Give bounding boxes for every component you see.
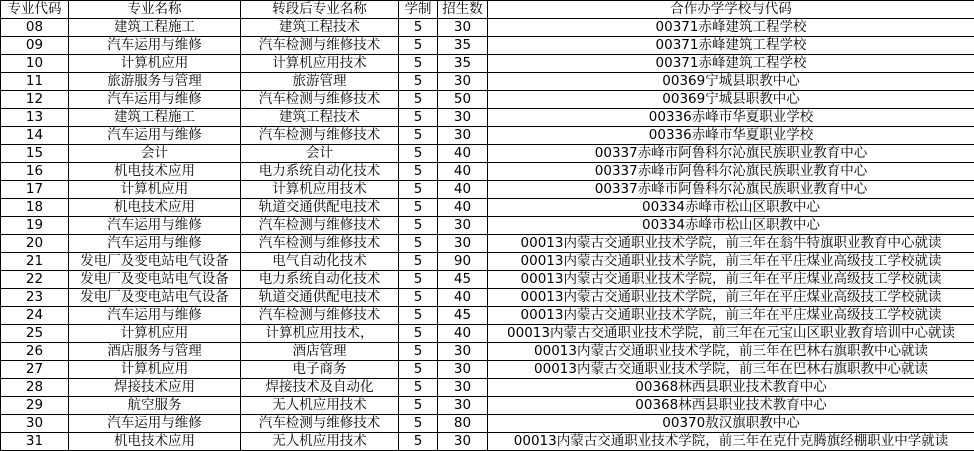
col-header-post-transfer-major: 转段后专业名称 — [241, 1, 399, 19]
cell-partner-school: 00337赤峰市阿鲁科尔沁旗民族职业教育中心 — [488, 163, 974, 181]
table-row — [1, 433, 974, 451]
cell-major-name: 旅游服务与管理 — [69, 73, 241, 91]
cell-years: 5 — [399, 397, 438, 415]
cell-major-name: 机电技术应用 — [69, 199, 241, 217]
cell-years: 5 — [399, 109, 438, 127]
cell-major-name: 机电技术应用 — [69, 433, 241, 451]
cell-partner-school: 00013内蒙古交通职业技术学院，前三年在平庄煤业高级技工学校就读 — [488, 271, 974, 289]
cell-years: 5 — [399, 271, 438, 289]
table-row — [1, 379, 974, 397]
table-body — [1, 19, 974, 451]
cell-major-code: 23 — [1, 289, 69, 307]
cell-major-name: 汽车运用与维修 — [69, 91, 241, 109]
cell-years: 5 — [399, 37, 438, 55]
cell-post-transfer-major: 轨道交通供配电技术 — [241, 289, 399, 307]
cell-partner-school: 00013内蒙古交通职业技术学院，前三年在巴林右旗职教中心就读 — [488, 343, 974, 361]
cell-post-transfer-major: 轨道交通供配电技术 — [241, 199, 399, 217]
table-row — [1, 37, 974, 55]
cell-partner-school: 00337赤峰市阿鲁科尔沁旗民族职业教育中心 — [488, 181, 974, 199]
cell-post-transfer-major: 计算机应用技术 — [241, 55, 399, 73]
cell-enrollment: 30 — [438, 343, 488, 361]
cell-major-name: 计算机应用 — [69, 325, 241, 343]
cell-major-code: 25 — [1, 325, 69, 343]
cell-enrollment: 30 — [438, 235, 488, 253]
table-row — [1, 289, 974, 307]
table-row — [1, 145, 974, 163]
cell-partner-school: 00368林西县职业技术教育中心 — [488, 397, 974, 415]
table-row — [1, 397, 974, 415]
cell-enrollment: 35 — [438, 55, 488, 73]
cell-major-name: 发电厂及变电站电气设备 — [69, 271, 241, 289]
cell-major-name: 汽车运用与维修 — [69, 235, 241, 253]
col-header-partner-school: 合作办学学校与代码 — [488, 1, 974, 19]
cell-enrollment: 40 — [438, 163, 488, 181]
cell-major-code: 09 — [1, 37, 69, 55]
cell-partner-school: 00334赤峰市松山区职教中心 — [488, 217, 974, 235]
cell-major-code: 19 — [1, 217, 69, 235]
cell-post-transfer-major: 会计 — [241, 145, 399, 163]
cell-major-name: 建筑工程施工 — [69, 109, 241, 127]
table-row — [1, 181, 974, 199]
cell-enrollment: 30 — [438, 361, 488, 379]
cell-major-name: 汽车运用与维修 — [69, 307, 241, 325]
cell-major-code: 18 — [1, 199, 69, 217]
cell-major-code: 21 — [1, 253, 69, 271]
cell-years: 5 — [399, 217, 438, 235]
cell-years: 5 — [399, 361, 438, 379]
cell-enrollment: 45 — [438, 307, 488, 325]
cell-major-code: 27 — [1, 361, 69, 379]
cell-post-transfer-major: 建筑工程技术 — [241, 19, 399, 37]
cell-partner-school: 00371赤峰建筑工程学校 — [488, 37, 974, 55]
table-row — [1, 415, 974, 433]
cell-major-code: 29 — [1, 397, 69, 415]
cell-years: 5 — [399, 199, 438, 217]
cell-enrollment: 30 — [438, 217, 488, 235]
cell-post-transfer-major: 旅游管理 — [241, 73, 399, 91]
cell-years: 5 — [399, 91, 438, 109]
cell-enrollment: 40 — [438, 199, 488, 217]
cell-major-name: 焊接技术应用 — [69, 379, 241, 397]
cell-major-code: 16 — [1, 163, 69, 181]
cell-major-name: 汽车运用与维修 — [69, 127, 241, 145]
cell-partner-school: 00013内蒙古交通职业技术学院，前三年在克什克腾旗经棚职业中学就读 — [488, 433, 974, 451]
col-header-major-name: 专业名称 — [69, 1, 241, 19]
cell-years: 5 — [399, 19, 438, 37]
cell-partner-school: 00371赤峰建筑工程学校 — [488, 19, 974, 37]
cell-major-code: 30 — [1, 415, 69, 433]
cell-major-code: 28 — [1, 379, 69, 397]
table-row — [1, 253, 974, 271]
table-row — [1, 361, 974, 379]
cell-years: 5 — [399, 181, 438, 199]
cell-years: 5 — [399, 253, 438, 271]
cell-years: 5 — [399, 433, 438, 451]
cell-major-name: 航空服务 — [69, 397, 241, 415]
cell-major-code: 22 — [1, 271, 69, 289]
col-header-enrollment: 招生数 — [438, 1, 488, 19]
cell-partner-school: 00013内蒙古交通职业技术学院，前三年在元宝山区职业教育培训中心就读 — [488, 325, 974, 343]
table-row — [1, 91, 974, 109]
cell-partner-school: 00369宁城县职教中心 — [488, 73, 974, 91]
cell-major-code: 24 — [1, 307, 69, 325]
cell-enrollment: 30 — [438, 397, 488, 415]
cell-major-name: 酒店服务与管理 — [69, 343, 241, 361]
cell-post-transfer-major: 汽车检测与维修技术 — [241, 217, 399, 235]
table-row — [1, 55, 974, 73]
cell-post-transfer-major: 汽车检测与维修技术 — [241, 127, 399, 145]
table-row — [1, 19, 974, 37]
cell-post-transfer-major: 建筑工程技术 — [241, 109, 399, 127]
cell-major-name: 计算机应用 — [69, 181, 241, 199]
cell-years: 5 — [399, 325, 438, 343]
cell-enrollment: 40 — [438, 145, 488, 163]
cell-enrollment: 40 — [438, 181, 488, 199]
cell-post-transfer-major: 汽车检测与维修技术 — [241, 415, 399, 433]
cell-major-name: 汽车运用与维修 — [69, 37, 241, 55]
cell-partner-school: 00369宁城县职教中心 — [488, 91, 974, 109]
cell-major-name: 会计 — [69, 145, 241, 163]
table-row — [1, 235, 974, 253]
cell-major-code: 10 — [1, 55, 69, 73]
cell-major-name: 汽车运用与维修 — [69, 415, 241, 433]
table-row — [1, 73, 974, 91]
cell-years: 5 — [399, 235, 438, 253]
cell-enrollment: 30 — [438, 19, 488, 37]
cell-post-transfer-major: 计算机应用技术 — [241, 181, 399, 199]
cell-partner-school: 00013内蒙古交通职业技术学院，前三年在翁牛特旗职业教育中心就读 — [488, 235, 974, 253]
cell-partner-school: 00336赤峰市华夏职业学校 — [488, 109, 974, 127]
cell-major-name: 计算机应用 — [69, 361, 241, 379]
cell-major-code: 11 — [1, 73, 69, 91]
table-row — [1, 109, 974, 127]
cell-post-transfer-major: 汽车检测与维修技术 — [241, 307, 399, 325]
cell-major-name: 建筑工程施工 — [69, 19, 241, 37]
cell-enrollment: 80 — [438, 415, 488, 433]
cell-partner-school: 00334赤峰市松山区职教中心 — [488, 199, 974, 217]
cell-post-transfer-major: 电子商务 — [241, 361, 399, 379]
table-row — [1, 163, 974, 181]
cell-partner-school: 00013内蒙古交通职业技术学院，前三年在平庄煤业高级技工学校就读 — [488, 307, 974, 325]
cell-post-transfer-major: 焊接技术及自动化 — [241, 379, 399, 397]
table-row — [1, 271, 974, 289]
table-row — [1, 199, 974, 217]
cell-major-code: 15 — [1, 145, 69, 163]
cell-post-transfer-major: 无人机应用技术 — [241, 433, 399, 451]
cell-post-transfer-major: 汽车检测与维修技术 — [241, 37, 399, 55]
cell-major-code: 12 — [1, 91, 69, 109]
cell-major-code: 20 — [1, 235, 69, 253]
cell-major-code: 14 — [1, 127, 69, 145]
cell-major-name: 发电厂及变电站电气设备 — [69, 253, 241, 271]
cell-years: 5 — [399, 145, 438, 163]
cell-post-transfer-major: 无人机应用技术 — [241, 397, 399, 415]
cell-partner-school: 00337赤峰市阿鲁科尔沁旗民族职业教育中心 — [488, 145, 974, 163]
cell-major-name: 发电厂及变电站电气设备 — [69, 289, 241, 307]
cell-partner-school: 00013内蒙古交通职业技术学院，前三年在平庄煤业高级技工学校就读 — [488, 289, 974, 307]
cell-partner-school: 00013内蒙古交通职业技术学院，前三年在平庄煤业高级技工学校就读 — [488, 253, 974, 271]
cell-partner-school: 00371赤峰建筑工程学校 — [488, 55, 974, 73]
cell-major-name: 机电技术应用 — [69, 163, 241, 181]
cell-enrollment: 50 — [438, 91, 488, 109]
cell-enrollment: 30 — [438, 379, 488, 397]
cell-post-transfer-major: 汽车检测与维修技术 — [241, 91, 399, 109]
cell-post-transfer-major: 电气自动化技术 — [241, 253, 399, 271]
cell-years: 5 — [399, 73, 438, 91]
cell-years: 5 — [399, 415, 438, 433]
cell-major-name: 汽车运用与维修 — [69, 217, 241, 235]
cell-years: 5 — [399, 307, 438, 325]
cell-enrollment: 30 — [438, 73, 488, 91]
col-header-major-code: 专业代码 — [1, 1, 69, 19]
cell-enrollment: 90 — [438, 253, 488, 271]
table-row — [1, 307, 974, 325]
cell-enrollment: 30 — [438, 109, 488, 127]
cell-partner-school: 00368林西县职业技术教育中心 — [488, 379, 974, 397]
cell-major-code: 08 — [1, 19, 69, 37]
cell-partner-school: 00013内蒙古交通职业技术学院，前三年在巴林右旗职教中心就读 — [488, 361, 974, 379]
cell-enrollment: 30 — [438, 433, 488, 451]
cell-years: 5 — [399, 163, 438, 181]
table-row — [1, 127, 974, 145]
col-header-years: 学制 — [399, 1, 438, 19]
cell-post-transfer-major: 电力系统自动化技术 — [241, 271, 399, 289]
cell-years: 5 — [399, 343, 438, 361]
cell-partner-school: 00370敖汉旗职教中心 — [488, 415, 974, 433]
cell-post-transfer-major: 计算机应用技术， — [241, 325, 399, 343]
cell-major-code: 13 — [1, 109, 69, 127]
cell-major-name: 计算机应用 — [69, 55, 241, 73]
cell-partner-school: 00336赤峰市华夏职业学校 — [488, 127, 974, 145]
table-row — [1, 217, 974, 235]
cell-enrollment: 35 — [438, 37, 488, 55]
cell-years: 5 — [399, 379, 438, 397]
table-row — [1, 343, 974, 361]
cell-enrollment: 40 — [438, 289, 488, 307]
cell-enrollment: 45 — [438, 271, 488, 289]
cell-major-code: 31 — [1, 433, 69, 451]
cell-post-transfer-major: 电力系统自动化技术 — [241, 163, 399, 181]
cell-major-code: 17 — [1, 181, 69, 199]
cell-post-transfer-major: 酒店管理 — [241, 343, 399, 361]
cell-major-code: 26 — [1, 343, 69, 361]
cell-post-transfer-major: 汽车检测与维修技术 — [241, 235, 399, 253]
table-header-row — [1, 1, 974, 19]
cell-enrollment: 40 — [438, 325, 488, 343]
table-row — [1, 325, 974, 343]
cell-years: 5 — [399, 127, 438, 145]
cell-years: 5 — [399, 289, 438, 307]
cell-enrollment: 30 — [438, 127, 488, 145]
cell-years: 5 — [399, 55, 438, 73]
